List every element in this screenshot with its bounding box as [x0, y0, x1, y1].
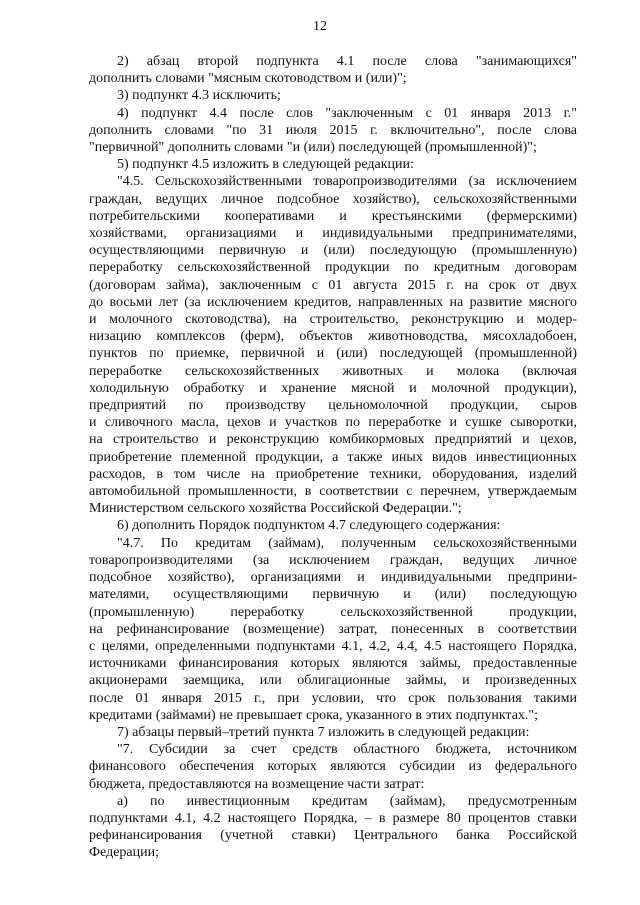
text-line: мателями, осуществляющими первичную и (или) последующую	[89, 587, 577, 603]
text-line: пунктов по приемке, первичной и (или) последующей (промышленной)	[89, 346, 577, 362]
text-line: "4.7. По кредитам (займам), полученным сельскохозяйственными	[117, 535, 577, 551]
text-line: "7. Субсидии за счет средств областного бюджета, источником	[117, 742, 577, 758]
text-line: хозяйствами, организациями и индивидуальными предпринимателями,	[89, 226, 577, 242]
text-line: (договорам займа), заключенным с 01 августа 2015 г. на срок от двух	[89, 277, 577, 293]
text-line: с целями, определенными подпунктами 4.1, 4.2, 4.4, 4.5 настоящего Порядка,	[89, 638, 577, 654]
text-line: "первичной" дополнить словами "и (или) последующей (промышленной)";	[89, 140, 537, 156]
text-line: 6) дополнить Порядок подпунктом 4.7 следующего содержания:	[117, 518, 501, 534]
text-line: (промышленную) переработку сельскохозяйственной продукции,	[89, 604, 577, 620]
text-line: 2) абзац второй подпункта 4.1 после слова "занимающихся"	[117, 54, 577, 69]
text-line: дополнить словами "мясным скотоводством и (или)";	[89, 71, 407, 87]
text-line: товаропроизводителями (за исключением граждан, ведущих личное	[89, 552, 577, 568]
text-line: холодильную обработку и хранение мясной и молочной продукции),	[89, 380, 577, 396]
text-line: дополнить словами "по 31 июля 2015 г. включительно", после слова	[89, 122, 577, 138]
text-line: финансового обеспечения которых являются субсидии из федерального	[89, 759, 577, 775]
text-line: переработку сельскохозяйственной продукции по кредитным договорам	[89, 260, 577, 276]
text-line: 5) подпункт 4.5 изложить в следующей редакции:	[117, 157, 414, 173]
text-line: Федерации;	[89, 845, 160, 861]
text-line: Министерством сельского хозяйства Российской Федерации.";	[89, 501, 462, 517]
text-line: 4) подпункт 4.4 после слов "заключенным с 01 января 2013 г."	[117, 105, 577, 121]
text-line: граждан, ведущих личное подсобное хозяйство), сельскохозяйственными	[89, 191, 577, 207]
text-line: и молочного скотоводства), на строительство, реконструкцию и модер-	[89, 312, 577, 328]
text-line: кредитами (займами) не превышает срока, указанного в этих подпунктах.";	[89, 707, 539, 723]
text-line: расходов, в том числе на приобретение техники, оборудования, изделий	[89, 466, 577, 482]
text-line: и сливочного масла, цехов и участков по переработке и сушке сыворотки,	[89, 415, 577, 431]
text-line: акционерами заемщика, или облигационные займы, и произведенных	[89, 673, 577, 689]
document-body	[89, 53, 577, 862]
text-line: на рефинансирование (возмещение) затрат, понесенных в соответствии	[89, 621, 577, 637]
text-line: а) по инвестиционным кредитам (займам), предусмотренным	[117, 793, 577, 809]
text-line: на строительство и реконструкцию комбикормовых предприятий и цехов,	[89, 432, 577, 448]
text-line: источниками финансирования которых являются займы, предоставленные	[89, 656, 577, 672]
text-line: автомобильной промышленности, в соответствии с перечнем, утверждаемым	[89, 484, 577, 500]
text-line: 7) абзацы первый–третий пункта 7 изложить в следующей редакции:	[117, 724, 530, 740]
text-line: 3) подпункт 4.3 исключить;	[117, 88, 281, 104]
text-line: переработке сельскохозяйственных животных и молока (включая	[89, 363, 577, 379]
text-line: подпунктами 4.1, 4.2 настоящего Порядка, – в размере 80 процентов ставки	[89, 810, 577, 826]
text-line: подсобное хозяйство), организациями и индивидуальными предприни-	[89, 570, 577, 586]
text-line: предприятий по производству цельномолочной продукции, сыров	[89, 398, 577, 414]
text-line: осуществляющими первичную и (или) последующую (промышленную)	[89, 243, 577, 259]
text-line: рефинансирования (учетной ставки) Центрального банка Российской	[89, 828, 577, 844]
text-line: бюджета, предоставляются на возмещение части затрат:	[89, 776, 425, 792]
text-line: потребительскими кооперативами и крестьянскими (фермерскими)	[89, 208, 577, 224]
text-line: после 01 января 2015 г., при условии, что срок пользования такими	[89, 690, 577, 706]
text-line: до восьми лет (за исключением кредитов, направленных на развитие мясного	[89, 294, 577, 310]
page-number: 12	[313, 19, 327, 34]
text-line: приобретение племенной продукции, а также иных видов инвестиционных	[89, 449, 577, 465]
text-line: "4.5. Сельскохозяйственными товаропроизводителями (за исключением	[117, 174, 577, 190]
text-line: низацию комплексов (ферм), объектов животноводства, мясохладобоен,	[89, 329, 577, 345]
